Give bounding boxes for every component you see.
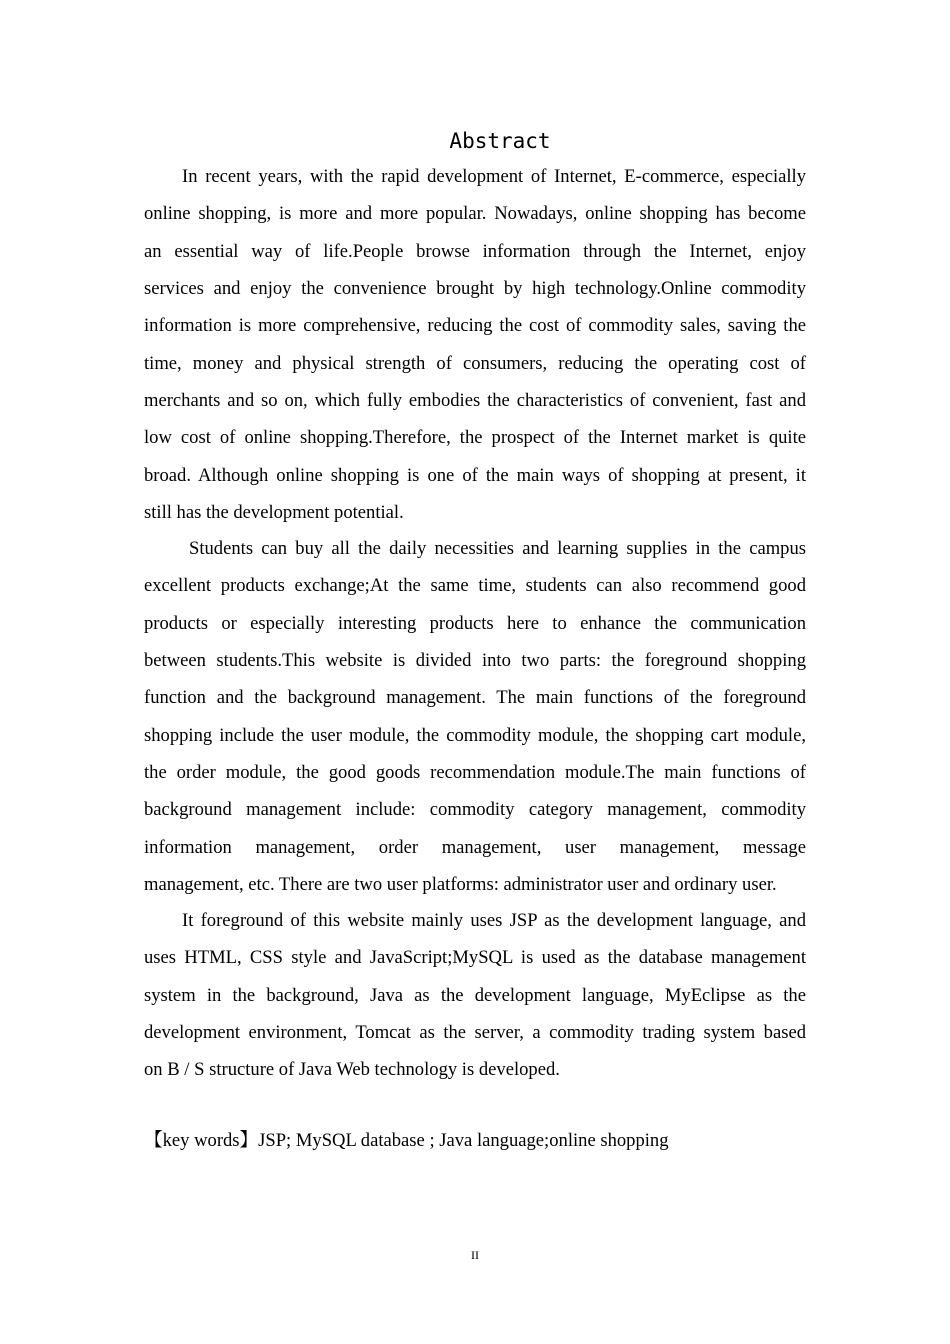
text-line: the order module, the good goods recommendation module.The main functions of [144,762,806,784]
text-line: shopping include the user module, the commodity module, the shopping cart module, [144,724,806,746]
keywords-label: 【key words】 [144,1130,259,1151]
keywords-text: JSP; MySQL database ; Java language;online shopping [258,1130,669,1151]
text-line: information management, order management, user management, message [144,836,806,858]
text-line: system in the background, Java as the development language, MyEclipse as the [144,984,806,1006]
text-line: products or especially interesting products here to enhance the communication [144,612,806,634]
abstract-heading: Abstract [449,129,551,153]
text-line: between students.This website is divided into two parts: the foreground shopping [144,650,806,672]
keywords-line [144,1124,669,1158]
abstract-paragraph-3 [144,902,806,1089]
abstract-paragraph-2 [144,530,806,903]
text-line: excellent products exchange;At the same time, students can also recommend good [144,575,806,597]
text-line: time, money and physical strength of consumers, reducing the operating cost of [144,352,806,374]
text-line: In recent years, with the rapid development of Internet, E-commerce, especially [182,166,806,187]
text-line: low cost of online shopping.Therefore, the prospect of the Internet market is quite [144,427,806,449]
abstract-paragraph-1 [144,158,806,531]
text-line: management, etc. There are two user platforms: administrator user and ordinary user. [144,874,777,896]
text-line: Students can buy all the daily necessities and learning supplies in the campus [189,538,806,559]
text-line: on B / S structure of Java Web technology is developed. [144,1059,560,1081]
text-line: development environment, Tomcat as the server, a commodity trading system based [144,1022,806,1044]
text-line: merchants and so on, which fully embodies the characteristics of convenient, fast and [144,390,806,412]
text-line: broad. Although online shopping is one of the main ways of shopping at present, it [144,464,806,486]
text-line: still has the development potential. [144,502,404,524]
text-line: online shopping, is more and more popular. Nowadays, online shopping has become [144,203,806,225]
text-line: services and enjoy the convenience brought by high technology.Online commodity [144,278,806,300]
text-line: information is more comprehensive, reducing the cost of commodity sales, saving the [144,315,806,337]
text-line: uses HTML, CSS style and JavaScript;MySQL is used as the database management [144,947,806,969]
text-line: an essential way of life.People browse information through the Internet, enjoy [144,240,806,262]
text-line: function and the background management. The main functions of the foreground [144,687,806,709]
text-line: background management include: commodity category management, commodity [144,799,806,821]
text-line: It foreground of this website mainly uses JSP as the development language, and [182,910,806,931]
page-number: II [471,1248,479,1262]
